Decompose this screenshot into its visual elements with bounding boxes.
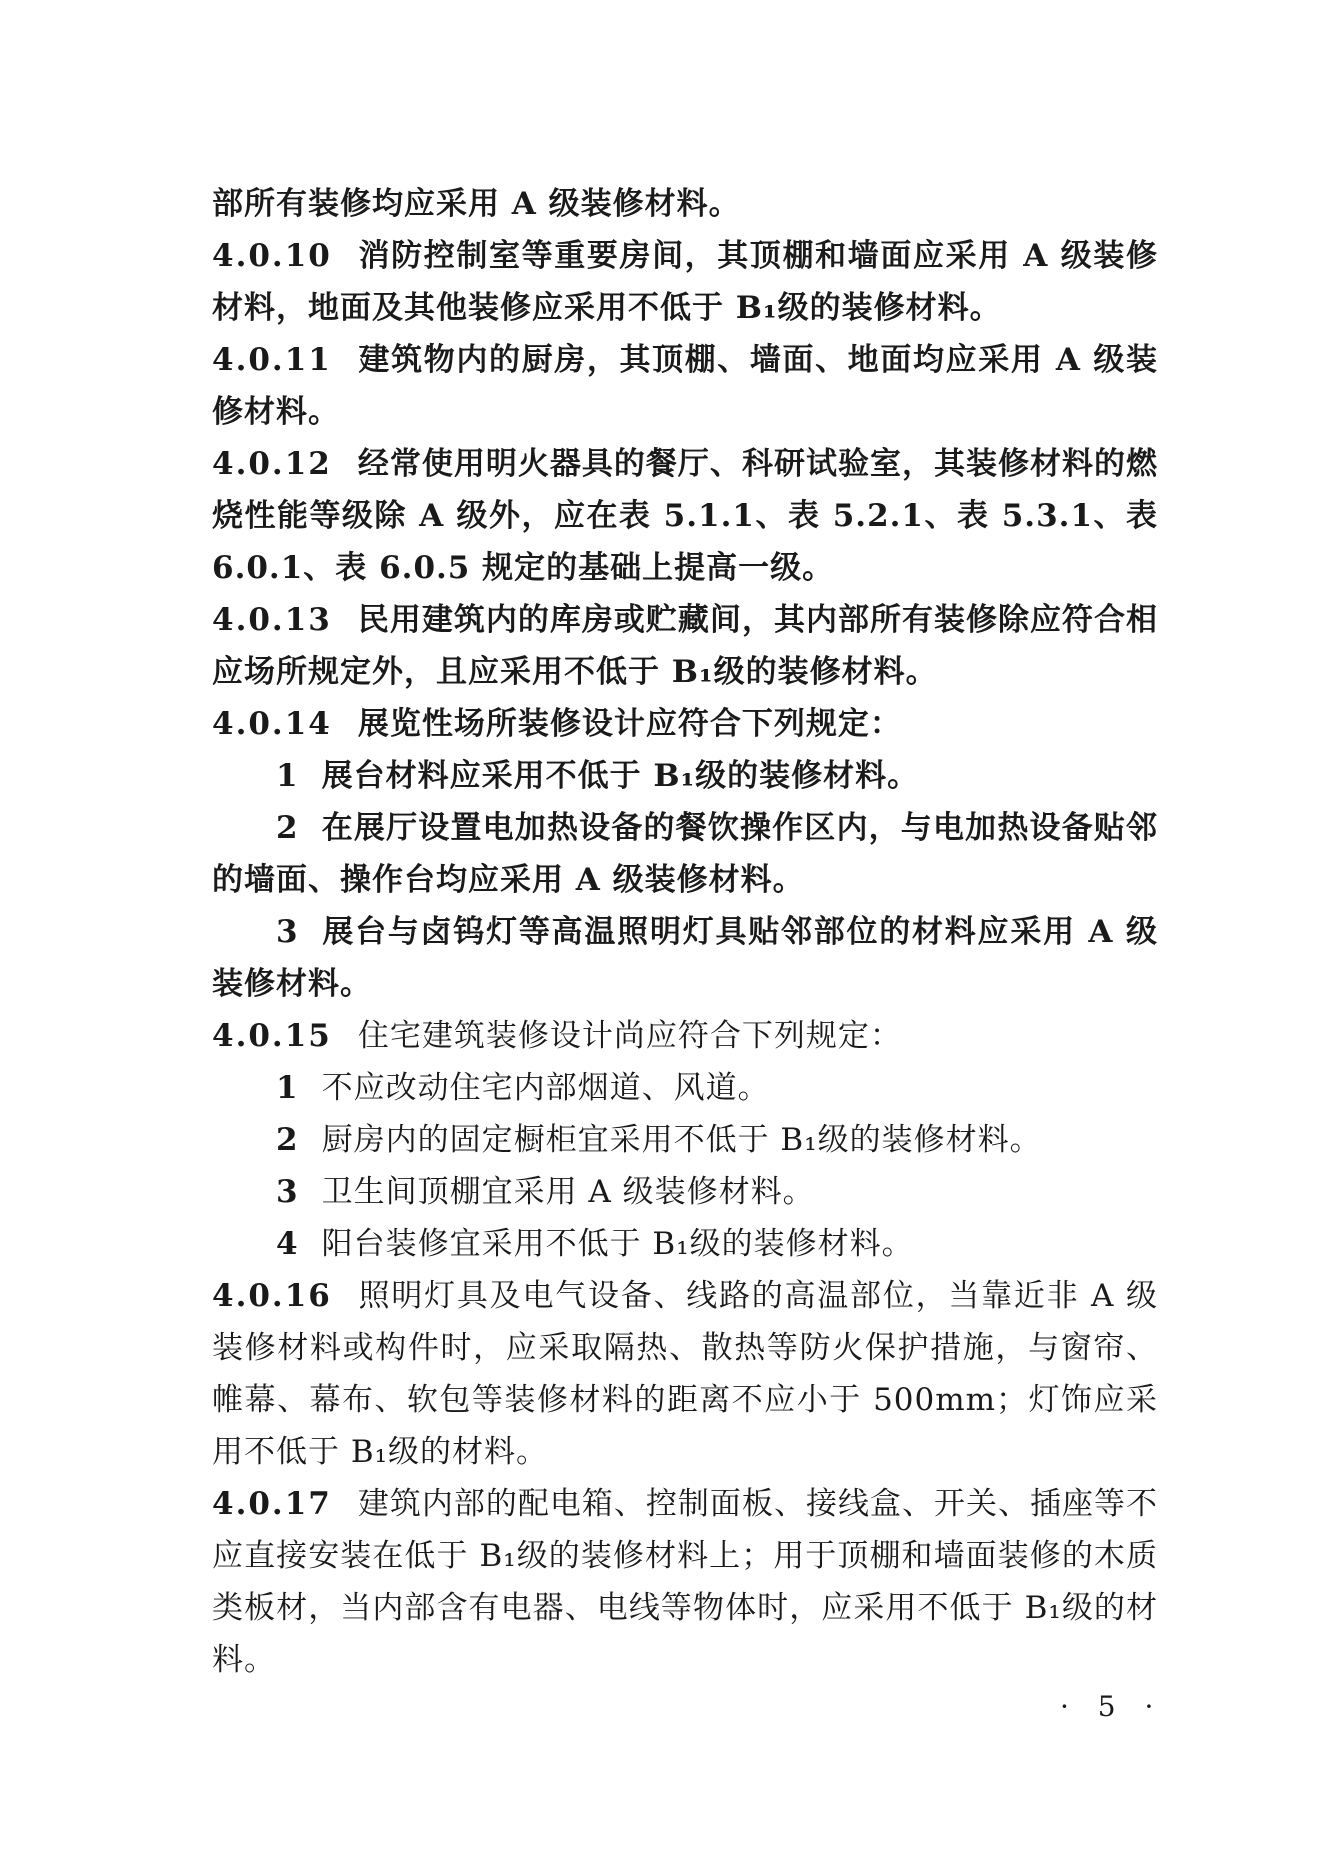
clause-4-0-16 [212,1270,1158,1478]
item-number: 1 [276,1070,298,1106]
clause-number: 4.0.17 [212,1486,332,1522]
clause-number: 4.0.13 [212,602,332,638]
document-body [212,178,1158,1686]
item-number: 2 [276,1122,298,1158]
item-text: 卫生间顶棚宜采用 A 级装修材料。 [321,1174,815,1210]
clause-4-0-10 [212,230,1158,334]
clause-number: 4.0.12 [212,446,332,482]
clause-text: 消防控制室等重要房间，其顶棚和墙面应采用 A 级装修材料，地面及其他装修应采用不低于 B₁级的装修材料。 [212,238,1158,326]
item-number: 1 [276,758,298,794]
clause-text: 经常使用明火器具的餐厅、科研试验室，其装修材料的燃烧性能等级除 A 级外，应在表 5.1.1、表 5.2.1、表 5.3.1、表 6.0.1、表 6.0.5 规定的基础上提高一级。 [212,446,1158,586]
clause-number: 4.0.15 [212,1018,332,1054]
item-text: 展台材料应采用不低于 B₁级的装修材料。 [321,758,920,794]
paragraph-text: 部所有装修均应采用 A 级装修材料。 [212,186,741,222]
clause-4-0-15-item-3 [212,1166,1158,1218]
clause-4-0-15-item-2 [212,1114,1158,1166]
item-text: 阳台装修宜采用不低于 B₁级的装修材料。 [321,1226,914,1262]
page-number: · 5 · [1060,1690,1164,1723]
item-text: 在展厅设置电加热设备的餐饮操作区内，与电加热设备贴邻的墙面、操作台均应采用 A 级装修材料。 [212,810,1158,898]
clause-number: 4.0.10 [212,238,332,274]
clause-text: 住宅建筑装修设计尚应符合下列规定： [357,1018,902,1054]
clause-4-0-14 [212,698,1158,750]
item-number: 3 [276,914,298,950]
clause-4-0-12 [212,438,1158,594]
clause-number: 4.0.11 [212,342,332,378]
clause-number: 4.0.16 [212,1278,332,1314]
paragraph-continued [212,178,1158,230]
clause-4-0-11 [212,334,1158,438]
clause-4-0-13 [212,594,1158,698]
item-number: 2 [276,810,298,846]
clause-4-0-15-item-1 [212,1062,1158,1114]
clause-text: 建筑内部的配电箱、控制面板、接线盒、开关、插座等不应直接安装在低于 B₁级的装修材料上；用于顶棚和墙面装修的木质类板材，当内部含有电器、电线等物体时，应采用不低于 B₁级的材料。 [212,1486,1158,1678]
clause-text: 照明灯具及电气设备、线路的高温部位，当靠近非 A 级装修材料或构件时，应采取隔热、散热等防火保护措施，与窗帘、帷幕、幕布、软包等装修材料的距离不应小于 500mm；灯饰应采用不低于 B₁级的材料。 [212,1278,1158,1470]
clause-4-0-14-item-3 [212,906,1158,1010]
clause-4-0-14-item-1 [212,750,1158,802]
clause-number: 4.0.14 [212,706,332,742]
clause-4-0-15 [212,1010,1158,1062]
clause-text: 展览性场所装修设计应符合下列规定： [357,706,902,742]
item-text: 展台与卤钨灯等高温照明灯具贴邻部位的材料应采用 A 级装修材料。 [212,914,1158,1002]
item-number: 4 [276,1226,298,1262]
item-number: 3 [276,1174,298,1210]
clause-4-0-15-item-4 [212,1218,1158,1270]
clause-4-0-14-item-2 [212,802,1158,906]
clause-text: 建筑物内的厨房，其顶棚、墙面、地面均应采用 A 级装修材料。 [212,342,1158,430]
item-text: 不应改动住宅内部烟道、风道。 [321,1070,770,1106]
clause-4-0-17 [212,1478,1158,1686]
item-text: 厨房内的固定橱柜宜采用不低于 B₁级的装修材料。 [321,1122,1042,1158]
clause-text: 民用建筑内的库房或贮藏间，其内部所有装修除应符合相应场所规定外，且应采用不低于 B₁级的装修材料。 [212,602,1158,690]
